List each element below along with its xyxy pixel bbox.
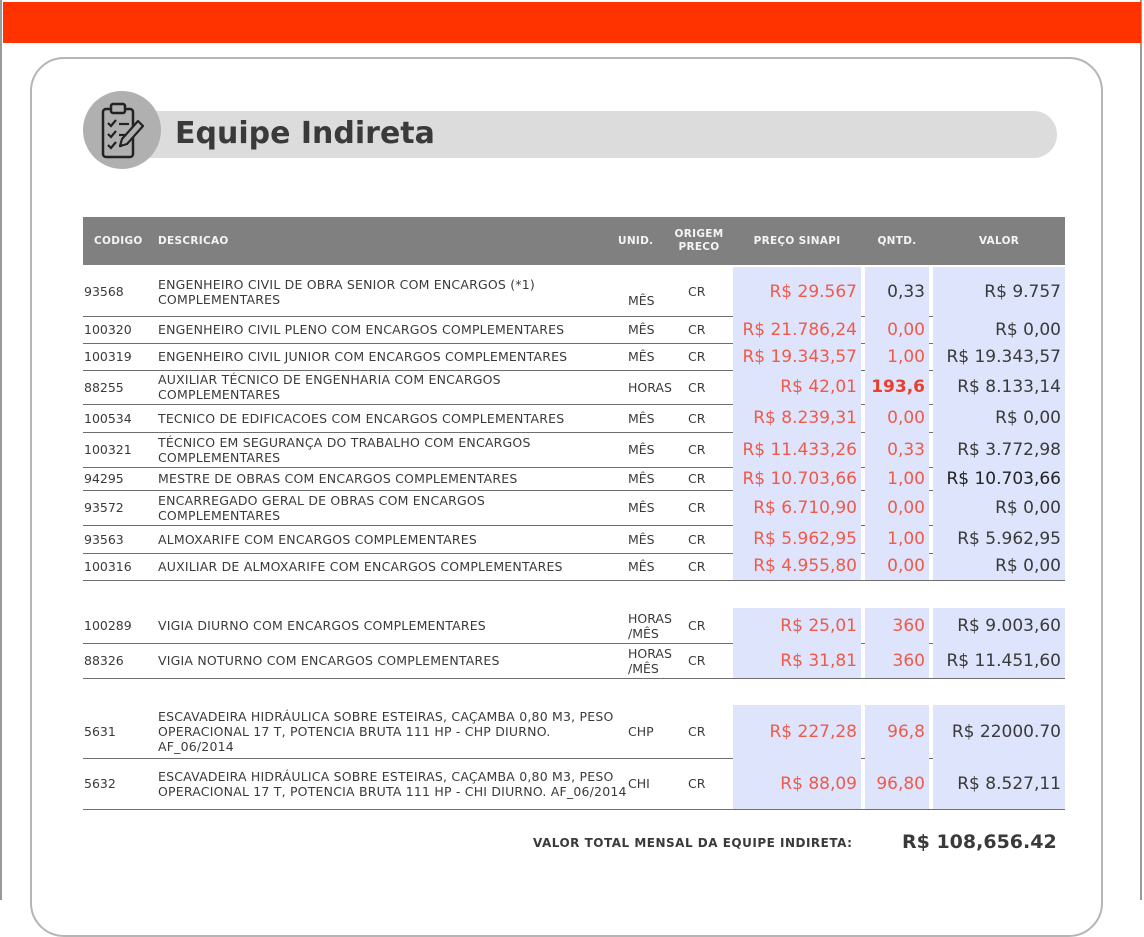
- cell-origem: CR: [688, 653, 706, 668]
- table-row: [83, 370, 1065, 405]
- cell-preco: R$ 8.239,31: [733, 404, 861, 432]
- cell-descricao: VIGIA NOTURNO COM ENCARGOS COMPLEMENTARES: [158, 653, 500, 668]
- cell-preco: R$ 88,09: [733, 758, 861, 809]
- cell-valor: R$ 0,00: [933, 316, 1065, 343]
- cell-origem: CR: [688, 558, 706, 574]
- cell-codigo: 93563: [84, 531, 124, 547]
- cell-preco: R$ 5.962,95: [733, 525, 861, 553]
- cell-unid: MÊS: [628, 558, 655, 574]
- cell-qntd: 1,00: [865, 343, 929, 370]
- cell-descricao: ESCAVADEIRA HIDRÁULICA SOBRE ESTEIRAS, CAÇAMBA 0,80 M3, PESO OPERACIONAL 17 T, POTENCIA BRUTA 111 HP - CHI DIURNO. AF_06/2014: [158, 768, 627, 799]
- cell-preco: R$ 29.567: [733, 267, 861, 316]
- cell-valor: R$ 9.003,60: [933, 608, 1065, 643]
- cell-qntd: 0,33: [865, 267, 929, 316]
- header-origem-line2: PRECO: [678, 241, 720, 253]
- cell-valor: R$ 9.757: [933, 267, 1065, 316]
- cell-origem: CR: [688, 442, 706, 457]
- table-row: [83, 552, 1065, 581]
- cell-unid-line1: HORAS: [628, 610, 672, 626]
- table-row: [83, 643, 1065, 679]
- table-row: [83, 267, 1065, 317]
- cell-codigo: 88326: [84, 653, 124, 668]
- cell-origem: CR: [688, 379, 706, 395]
- cell-unid: [628, 643, 683, 678]
- cell-codigo: 93568: [84, 284, 124, 299]
- cell-codigo: 100319: [84, 349, 132, 364]
- table-row: [83, 758, 1065, 810]
- cell-codigo: 94295: [84, 471, 124, 486]
- cell-descricao: ENGENHEIRO CIVIL JUNIOR COM ENCARGOS COMPLEMENTARES: [158, 349, 568, 364]
- cell-descricao: ESCAVADEIRA HIDRÁULICA SOBRE ESTEIRAS, CAÇAMBA 0,80 M3, PESO OPERACIONAL 17 T, POTENCIA BRUTA 111 HP - CHP DIURNO. AF_06/2014: [158, 709, 614, 754]
- table-header: [83, 217, 1065, 265]
- cell-qntd: 96,80: [865, 758, 929, 809]
- cell-descricao: TÉCNICO EM SEGURANÇA DO TRABALHO COM ENCARGOS COMPLEMENTARES: [158, 434, 531, 465]
- cell-origem: CR: [688, 284, 706, 299]
- cell-qntd: 0,00: [865, 316, 929, 343]
- cell-descricao: MESTRE DE OBRAS COM ENCARGOS COMPLEMENTARES: [158, 471, 518, 486]
- cell-qntd: 193,6: [865, 370, 929, 404]
- cell-unid: HORAS: [628, 379, 672, 395]
- table-row: [83, 316, 1065, 344]
- cell-origem: CR: [688, 776, 706, 791]
- cell-qntd: 96,8: [865, 705, 929, 758]
- table-row: [83, 490, 1065, 526]
- cell-codigo: 5632: [84, 776, 116, 791]
- cell-origem: CR: [688, 349, 706, 364]
- cell-codigo: 100534: [84, 410, 132, 426]
- cell-valor: R$ 8.133,14: [933, 370, 1065, 404]
- cell-unid: MÊS: [628, 322, 655, 337]
- table-row: [83, 705, 1065, 759]
- cell-codigo: 100289: [84, 618, 132, 633]
- total-value: R$ 108,656.42: [902, 831, 1057, 853]
- page-title: Equipe Indireta: [175, 116, 435, 151]
- cell-qntd: 360: [865, 608, 929, 643]
- table-row: [83, 432, 1065, 468]
- cell-origem: CR: [688, 724, 706, 739]
- cell-origem: CR: [688, 410, 706, 426]
- cell-unid-line1: HORAS: [628, 645, 672, 661]
- cell-unid-line2: /MÊS: [628, 625, 659, 641]
- cell-valor: R$ 22000.70: [933, 705, 1065, 758]
- cell-descricao: ENGENHEIRO CIVIL DE OBRA SENIOR COM ENCARGOS (*1) COMPLEMENTARES: [158, 276, 535, 307]
- cell-codigo: 100321: [84, 442, 132, 457]
- clipboard-checklist-icon: [100, 101, 144, 161]
- cell-preco: R$ 21.786,24: [733, 316, 861, 343]
- total-label: VALOR TOTAL MENSAL DA EQUIPE INDIRETA:: [533, 836, 853, 850]
- cell-qntd: 0,00: [865, 552, 929, 580]
- header-valor: VALOR: [978, 234, 1020, 247]
- cell-unid: MÊS: [628, 442, 655, 457]
- header-origem: [669, 217, 729, 265]
- table-row: [83, 343, 1065, 371]
- cell-qntd: 360: [865, 643, 929, 678]
- cell-codigo: 5631: [84, 724, 116, 739]
- cell-preco: R$ 11.433,26: [733, 432, 861, 467]
- cell-preco: R$ 19.343,57: [733, 343, 861, 370]
- table-row: [83, 525, 1065, 554]
- cell-valor: R$ 5.962,95: [933, 525, 1065, 553]
- cell-unid: MÊS: [628, 471, 655, 486]
- cell-valor: R$ 11.451,60: [933, 643, 1065, 678]
- cell-qntd: 0,33: [865, 432, 929, 467]
- cell-preco: R$ 10.703,66: [733, 467, 861, 490]
- cell-preco: R$ 4.955,80: [733, 552, 861, 580]
- cell-unid: MÊS: [628, 410, 655, 426]
- table-row: [83, 467, 1065, 491]
- cell-preco: R$ 42,01: [733, 370, 861, 404]
- cell-descricao: AUXILIAR TÉCNICO DE ENGENHARIA COM ENCARGOS COMPLEMENTARES: [158, 372, 501, 402]
- header-unid: UNID.: [618, 234, 654, 247]
- cell-codigo: 100320: [84, 322, 132, 337]
- header-origem-line1: ORIGEM: [674, 228, 724, 240]
- cell-valor: R$ 10.703,66: [933, 467, 1065, 490]
- cell-origem: CR: [688, 322, 706, 337]
- cell-qntd: 0,00: [865, 404, 929, 432]
- cell-origem: CR: [688, 531, 706, 547]
- cell-descricao: AUXILIAR DE ALMOXARIFE COM ENCARGOS COMPLEMENTARES: [158, 558, 563, 574]
- cell-descricao: VIGIA DIURNO COM ENCARGOS COMPLEMENTARES: [158, 618, 486, 633]
- header-qntd: QNTD.: [877, 234, 917, 247]
- header-codigo: CODIGO: [94, 234, 143, 247]
- cell-descricao: ENCARREGADO GERAL DE OBRAS COM ENCARGOS COMPLEMENTARES: [158, 492, 486, 523]
- cell-codigo: 93572: [84, 500, 124, 515]
- cell-valor: R$ 0,00: [933, 404, 1065, 432]
- cell-unid-line2: /MÊS: [628, 660, 659, 676]
- table-row: [83, 608, 1065, 644]
- cell-origem: CR: [688, 471, 706, 486]
- cell-unid: [628, 608, 683, 643]
- cell-preco: R$ 6.710,90: [733, 490, 861, 525]
- cell-preco: R$ 227,28: [733, 705, 861, 758]
- cell-codigo: 100316: [84, 558, 132, 574]
- title-icon-badge: [83, 91, 161, 169]
- cell-descricao: ENGENHEIRO CIVIL PLENO COM ENCARGOS COMPLEMENTARES: [158, 322, 565, 337]
- cell-qntd: 1,00: [865, 467, 929, 490]
- cell-preco: R$ 31,81: [733, 643, 861, 678]
- cell-unid: MÊS: [628, 293, 655, 308]
- cell-unid: MÊS: [628, 349, 655, 364]
- cell-descricao: ALMOXARIFE COM ENCARGOS COMPLEMENTARES: [158, 531, 477, 547]
- cell-valor: R$ 0,00: [933, 552, 1065, 580]
- cell-unid: MÊS: [628, 500, 655, 515]
- cell-descricao: TECNICO DE EDIFICACOES COM ENCARGOS COMPLEMENTARES: [158, 410, 565, 426]
- cell-qntd: 0,00: [865, 490, 929, 525]
- cell-unid: CHI: [628, 776, 650, 791]
- cell-preco: R$ 25,01: [733, 608, 861, 643]
- header-preco: PREÇO SINAPI: [753, 234, 841, 247]
- cell-valor: R$ 0,00: [933, 490, 1065, 525]
- cell-unid: MÊS: [628, 531, 655, 547]
- header-descricao: DESCRICAO: [158, 234, 229, 247]
- table-row: [83, 404, 1065, 433]
- cell-origem: CR: [688, 500, 706, 515]
- cell-qntd: 1,00: [865, 525, 929, 553]
- cell-valor: R$ 3.772,98: [933, 432, 1065, 467]
- cell-unid: CHP: [628, 724, 654, 739]
- cell-codigo: 88255: [84, 379, 124, 395]
- cell-origem: CR: [688, 618, 706, 633]
- cell-valor: R$ 19.343,57: [933, 343, 1065, 370]
- cell-valor: R$ 8.527,11: [933, 758, 1065, 809]
- top-bar: [3, 2, 1141, 43]
